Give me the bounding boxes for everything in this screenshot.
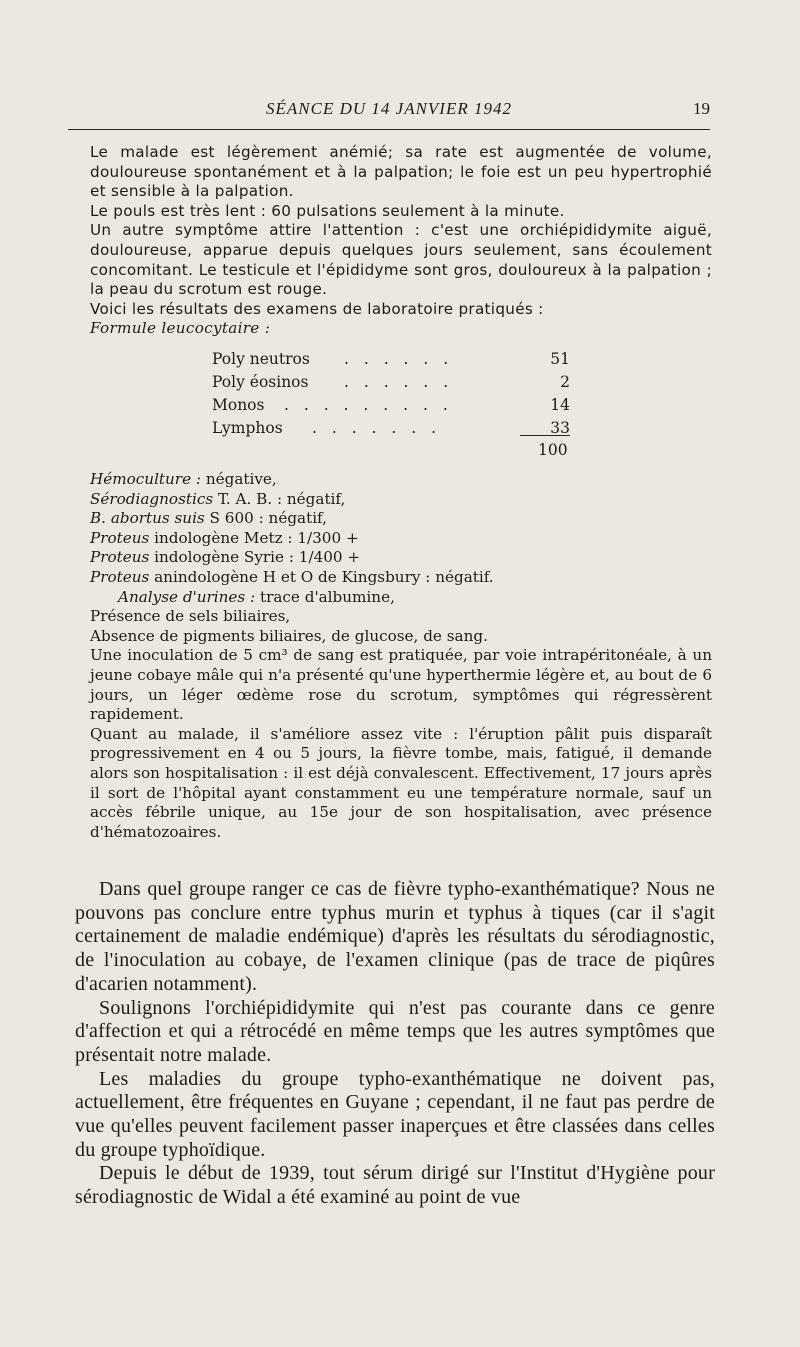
lab-line: Présence de sels biliaires, (90, 607, 291, 626)
lab-results-section (90, 470, 712, 842)
leucocyte-formula-table (212, 350, 572, 442)
table-row (212, 373, 572, 396)
paragraph: Voici les résultats des examens de laboratoire pratiqués : (90, 299, 544, 318)
clinical-section (90, 143, 712, 339)
paragraph: Le malade est légèrement anémié; sa rate est augmentée de volume, douloureuse spontanément et à la palpation; le foie est un peu hypertrophié et sensible à la palpation. (90, 143, 712, 201)
paragraph: Les maladies du groupe typho-exanthématique ne doivent pas, actuellement, être fréquentes en Guyane ; cependant, il ne faut pas perdre de vue qu'elles peuvent facilement passer inaperçues et être classées dans celles du groupe typhoïdique. (75, 1067, 715, 1161)
cell-label: Lymphos (212, 419, 283, 437)
discussion-section (75, 878, 715, 1210)
leader-dots: . . . . . . . . . (284, 396, 453, 414)
running-header (68, 99, 710, 123)
lab-line: Analyse d'urines : trace d'albumine, (118, 587, 395, 606)
paragraph: Le pouls est très lent : 60 pulsations seulement à la minute. (90, 201, 565, 220)
page-number: 19 (693, 99, 710, 118)
paragraph: Dans quel groupe ranger ce cas de fièvre typho-exanthématique? Nous ne pouvons pas conclure entre typhus murin et typhus à tiques (car il s'agit certainement de maladie endémique) d'après les résultats du sérodiagnostic, de l'inoculation au cobaye, de l'examen clinique (pas de trace de piqûres d'acarien notamment). (75, 878, 715, 995)
cell-value: 51 (550, 350, 570, 368)
lab-line: Proteus indologène Syrie : 1/400 + (90, 548, 361, 567)
paragraph: Depuis le début de 1939, tout sérum dirigé sur l'Institut d'Hygiène pour sérodiagnostic de Widal a été examiné au point de vue (75, 1162, 715, 1209)
paragraph: Une inoculation de 5 cm³ de sang est pratiquée, par voie intrapéritonéale, à un jeune cobaye mâle qui n'a présenté qu'une hyperthermie légère et, au bout de 6 jours, un léger œdème rose du scrotum, symptômes qui régressèrent rapidement. (90, 646, 712, 724)
lab-line: Proteus anindologène H et O de Kingsbury : négatif. (90, 567, 494, 586)
cell-label: Poly neutros (212, 350, 310, 368)
leader-dots: . . . . . . . (312, 419, 442, 437)
paragraph: Soulignons l'orchiépididymite qui n'est pas courante dans ce genre d'affection et qui a rétrocédé en même temps que les autres symptômes que présentait notre malade. (75, 996, 715, 1066)
table-row (212, 396, 572, 419)
cell-value: 33 (550, 419, 570, 437)
cell-label: Monos (212, 396, 265, 414)
lab-line: Sérodiagnostics T. A. B. : négatif, (90, 489, 346, 508)
header-rule (68, 129, 710, 130)
cell-label: Poly éosinos (212, 373, 309, 391)
lab-line: Hémoculture : négative, (90, 470, 277, 488)
lab-line: Absence de pigments biliaires, de glucose, de sang. (90, 626, 488, 645)
cell-value: 14 (550, 396, 570, 414)
lab-line: B. abortus suis S 600 : négatif, (90, 509, 327, 528)
formula-total: 100 (538, 441, 568, 459)
sum-rule (520, 435, 570, 436)
leader-dots: . . . . . . (344, 373, 454, 391)
table-row (212, 419, 572, 442)
lab-line: Proteus indologène Metz : 1/300 + (90, 528, 359, 547)
paragraph: Quant au malade, il s'améliore assez vite : l'éruption pâlit puis disparaît progressivement en 4 ou 5 jours, la fièvre tombe, mais, fatigué, il demande alors son hospitalisation : il est déjà convalescent. Effectivement, 17 jours après il sort de l'hôpital ayant constamment eu une température normale, sauf un accès fébrile unique, au 15e jour de son hospitalisation, avec présence d'hématozoaires. (90, 724, 712, 841)
leader-dots: . . . . . . (344, 350, 454, 368)
paragraph: Un autre symptôme attire l'attention : c'est une orchiépididymite aiguë, douloureuse, apparue depuis quelques jours seulement, sans écoulement concomitant. Le testicule et l'épididyme sont gros, douloureux à la palpation ; la peau du scrotum est rouge. (90, 221, 712, 299)
formula-heading: Formule leucocytaire : (90, 319, 271, 338)
running-title: SÉANCE DU 14 JANVIER 1942 (266, 99, 512, 118)
table-row (212, 350, 572, 373)
cell-value: 2 (560, 373, 570, 391)
